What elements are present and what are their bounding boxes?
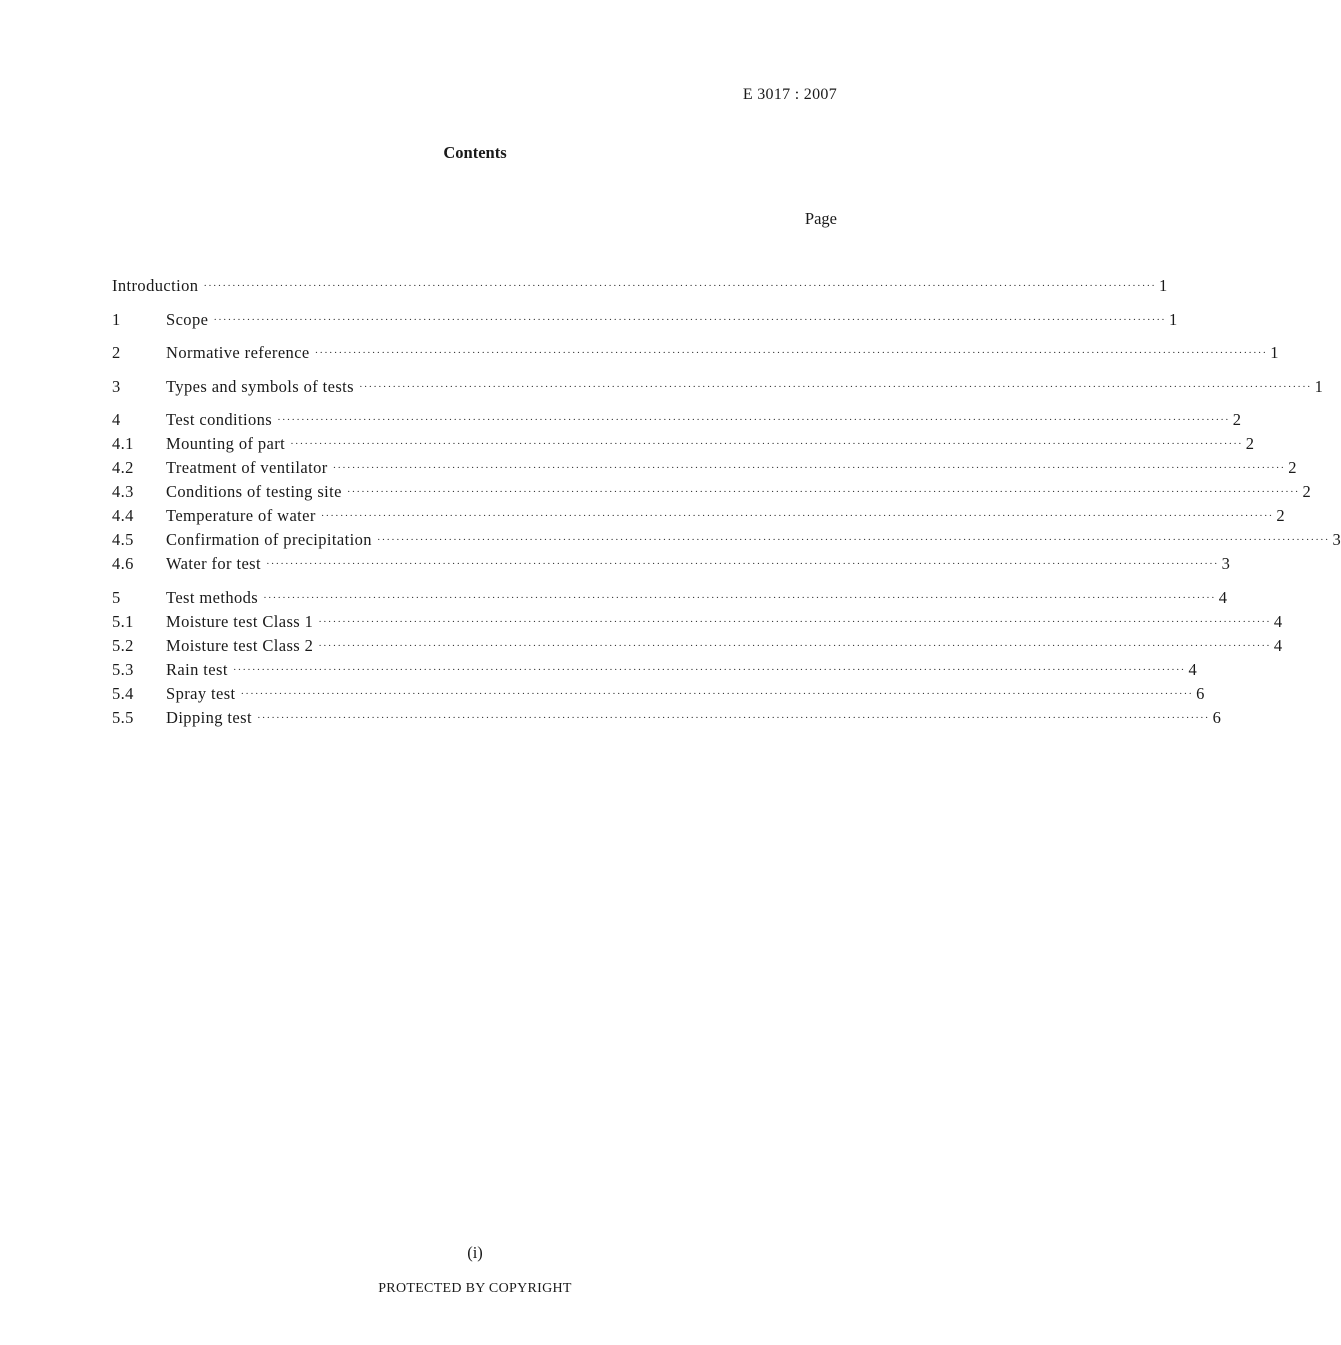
toc-entry-page: 1: [1314, 377, 1324, 396]
toc-entry-title: Water for test: [166, 554, 261, 573]
page-number: (i): [467, 1243, 483, 1262]
toc-entry-4-3[interactable]: [112, 482, 1312, 504]
toc-entry-title: Moisture test Class 1: [166, 612, 314, 631]
toc-dot-leader: ········································································································································································································: [318, 616, 1271, 628]
toc-entry-4-6[interactable]: [112, 554, 1231, 576]
toc-dot-leader: ········································································································································································································: [263, 592, 1216, 604]
toc-entry-page: 4: [1218, 588, 1228, 607]
toc-entry-title: Test conditions: [166, 410, 273, 429]
toc-entry-number: 5.5: [112, 708, 134, 727]
toc-entry-page: 1: [1270, 343, 1279, 362]
toc-entry-number: 4.2: [112, 458, 134, 477]
toc-entry-4-5[interactable]: [112, 530, 1341, 552]
toc-entry-page: 3: [1332, 530, 1341, 549]
toc-dot-leader: ········································································································································································································: [314, 347, 1268, 359]
copyright-notice: PROTECTED BY COPYRIGHT: [378, 1281, 572, 1296]
toc-entry-page: 3: [1221, 554, 1231, 573]
toc-entry-title: Spray test: [166, 684, 236, 703]
toc-entry-number: 4.4: [112, 506, 134, 525]
page-column-label: Page: [804, 209, 837, 228]
toc-entry-page: 2: [1276, 506, 1286, 525]
toc-dot-leader: ········································································································································································································: [203, 280, 1156, 292]
toc-entry-title: Rain test: [166, 660, 228, 679]
toc-dot-leader: ········································································································································································································: [358, 381, 1312, 393]
toc-entry-5-5[interactable]: [112, 708, 1222, 730]
toc-dot-leader: ········································································································································································································: [318, 640, 1271, 652]
toc-entry-number: 1: [112, 310, 121, 329]
toc-dot-leader: ········································································································································································································: [240, 688, 1194, 700]
toc-entry-title: Test methods: [166, 588, 259, 607]
toc-dot-leader: ········································································································································································································: [376, 534, 1330, 546]
toc-entry-page: 6: [1212, 708, 1222, 727]
document-id: E 3017 : 2007: [742, 86, 837, 103]
toc-entry-page: 6: [1196, 684, 1205, 703]
toc-entry-4-1[interactable]: [112, 434, 1255, 456]
toc-entry-number: 4: [112, 410, 121, 429]
toc-entry-5-3[interactable]: [112, 660, 1198, 682]
toc-entry-number: 2: [112, 343, 121, 362]
toc-entry-number: 4.3: [112, 482, 134, 501]
toc-dot-leader: ········································································································································································································: [232, 664, 1186, 676]
toc-entry-title: Treatment of ventilator: [166, 458, 328, 477]
toc-entry-page: 4: [1273, 612, 1283, 631]
toc-entry-2[interactable]: [112, 343, 1279, 365]
toc-dot-leader: ········································································································································································································: [256, 712, 1210, 724]
toc-dot-leader: ········································································································································································································: [332, 462, 1286, 474]
toc-entry-number: 4.1: [112, 434, 134, 453]
toc-dot-leader: ········································································································································································································: [346, 486, 1300, 498]
toc-entry-number: 5: [112, 588, 121, 607]
toc-entry-title: Scope: [166, 310, 209, 329]
toc-entry-page: 2: [1288, 458, 1297, 477]
toc-entry-title: Conditions of testing site: [166, 482, 342, 501]
toc-entry-page: 4: [1188, 660, 1198, 679]
toc-entry-page: 4: [1273, 636, 1283, 655]
toc-entry-page: 2: [1232, 410, 1242, 429]
toc-entry-number: 4.6: [112, 554, 134, 573]
toc-entry-page: 1: [1159, 276, 1168, 295]
toc-entry-5-1[interactable]: [112, 612, 1283, 634]
toc-dot-leader: ········································································································································································································: [320, 510, 1274, 522]
toc-entry-page: 2: [1245, 434, 1255, 453]
toc-entry-title: Introduction: [112, 276, 199, 295]
toc-entry-number: 5.3: [112, 660, 134, 679]
toc-dot-leader: ········································································································································································································: [213, 314, 1166, 326]
toc-entry-title: Moisture test Class 2: [166, 636, 314, 655]
toc-dot-leader: ········································································································································································································: [265, 558, 1219, 570]
page-title: Contents: [443, 143, 507, 162]
toc-entry-number: 3: [112, 377, 121, 396]
toc-entry-number: 5.2: [112, 636, 134, 655]
toc-entry-title: Normative reference: [166, 343, 310, 362]
toc-entry-title: Mounting of part: [166, 434, 286, 453]
toc-entry-number: 5.4: [112, 684, 134, 703]
toc-entry-4[interactable]: [112, 410, 1242, 432]
toc-entry-page: 1: [1168, 310, 1178, 329]
toc-entry-5-4[interactable]: [112, 684, 1205, 706]
toc-entry-1[interactable]: [112, 310, 1178, 332]
toc-entry-4-4[interactable]: [112, 506, 1286, 528]
toc-entry-5-2[interactable]: [112, 636, 1283, 658]
toc-entry-page: 2: [1302, 482, 1312, 501]
toc-entry-title: Temperature of water: [166, 506, 316, 525]
toc-entry-title: Types and symbols of tests: [166, 377, 354, 396]
toc-entry-title: Dipping test: [166, 708, 252, 727]
toc-entry-5[interactable]: [112, 588, 1228, 610]
toc-entry-4-2[interactable]: [112, 458, 1297, 480]
toc-entry-introduction[interactable]: [112, 276, 1168, 298]
toc-dot-leader: ········································································································································································································: [277, 414, 1230, 426]
toc-entry-number: 4.5: [112, 530, 134, 549]
toc-entry-3[interactable]: [112, 377, 1324, 399]
toc-dot-leader: ········································································································································································································: [290, 438, 1243, 450]
toc-entry-title: Confirmation of precipitation: [166, 530, 372, 549]
toc-entry-number: 5.1: [112, 612, 134, 631]
